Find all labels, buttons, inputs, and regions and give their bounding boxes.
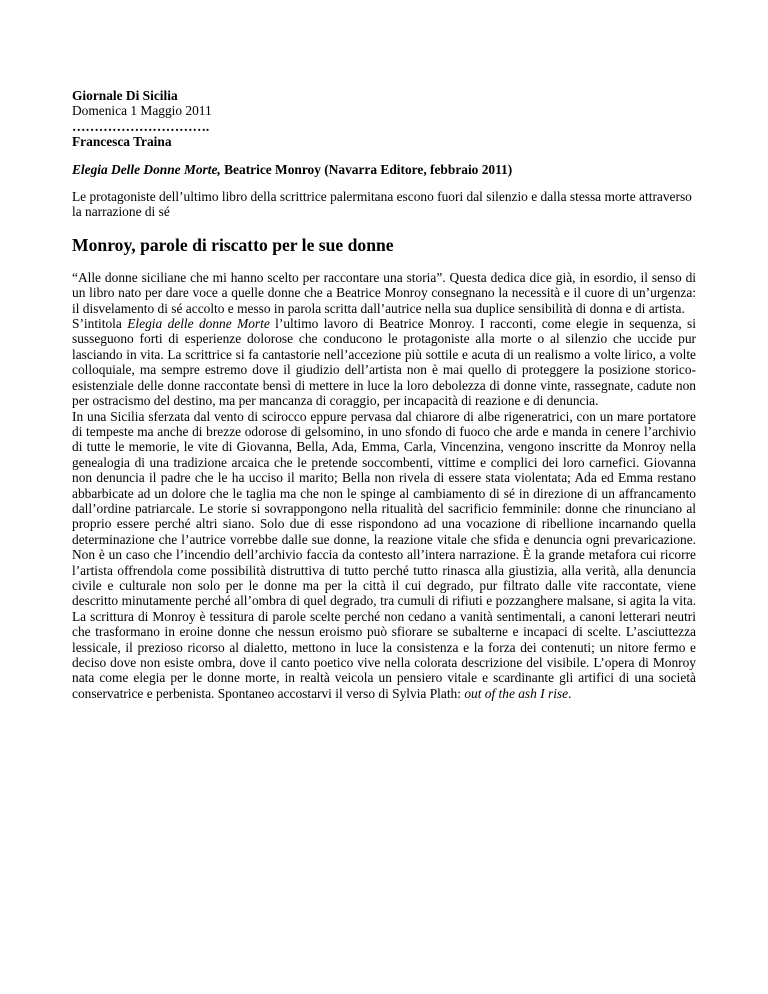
article-headline: Monroy, parole di riscatto per le sue donne (72, 234, 394, 255)
book-title: Elegia Delle Donne Morte, (72, 161, 221, 177)
article-page (72, 88, 696, 701)
publication-date: Domenica 1 Maggio 2011 (72, 103, 212, 119)
newspaper-name: Giornale Di Sicilia (72, 88, 178, 103)
article-lead: Le protagoniste dell’ultimo libro della scrittrice palermitana escono fuori dal silenzio e dalla stessa morte attraverso la narrazione di sé (72, 189, 692, 220)
paragraph-2 (72, 316, 696, 408)
paragraph-2-title: Elegia delle donne Morte (127, 316, 270, 332)
book-details: Beatrice Monroy (Navarra Editore, febbraio 2011) (220, 161, 513, 177)
article-author: Francesca Traina (72, 134, 172, 150)
paragraph-2-start: S’intitola (72, 316, 128, 332)
separator-dots: …………………………. (72, 118, 210, 134)
paragraph-2-rest: l’ultimo lavoro di Beatrice Monroy. I racconti, come elegie in sequenza, si susseguono forti di esperienze dolorose che conducono le protagoniste alla morte o al silenzio che uccide pur lasciando in vita. La scrittrice si fa cantastorie nell’accezione più sottile e acuta di un realismo a volte lirico, a volte colloquiale, ma sempre estremo dove il giudizio dell’artista non è mai quello di proteggere la posizione storico-esistenziale delle donne raccontate bensì di mettere in luce la loro debolezza di donne vinte, rassegnate, cadute non per ostracismo del destino, ma per mancanza di coraggio, per incapacità di reazione e di denuncia. (72, 316, 696, 409)
paragraph-1: “Alle donne siciliane che mi hanno scelto per raccontare una storia”. Questa dedica dice già, in esordio, il senso di un libro nato per dare voce a quelle donne che a Beatrice Monroy consegnano la necessità e il cuore di un’urgenza: il disvelamento di sé accolto e messo in parola scritta dall’autrice nella sua duplice sensibilità di donna e di artista. (72, 269, 696, 316)
paragraph-3-text: In una Sicilia sferzata dal vento di scirocco eppure pervasa dal chiarore di albe rigeneratrici, con un mare portatore di tempeste ma anche di brezze odorose di gelsomino, in uno sfondo di fuoco che arde e manda in cenere l’archivio di tutte le memorie, le vite di Giovanna, Bella, Ada, Emma, Carla, Vincenzina, vengono inscritte da Monroy nella genealogia di una tradizione arcaica che le pretende soccombenti, vittime e complici dei loro carnefici. Giovanna non denuncia il padre che le ha ucciso il marito; Bella non rivela di essere stata violentata; Ada ed Emma restano abbarbicate ad un dolore che le taglia ma che non le spinge al cambiamento di sé in direzione di un affrancamento dall’ordine patriarcale. Le storie si sovrappongono nella ritualità del sacrificio femminile: donne che rinunciano al proprio essere perché altri siano. Solo due di esse rispondono ad una vocazione di ribellione incarnando quella determinazione che l’autrice vorrebbe dalle sue donne, la reazione vitale che sfida e denuncia ogni prevaricazione. Non è un caso che l’incendio dell’archivio faccia da contesto all’intera narrazione. È la grande metafora cui ricorre l’artista offrendola come possibilità distruttiva di tutto perché tutto rinasca alla giustizia, alla verità, alla denuncia civile e culturale non solo per le donne ma per la città il cui degrado, pur filtrato dalle vite raccontate, viene descritto minutamente perché all’ombra di quel degrado, tra cumuli di rifiuti e pozzanghere malsane, si agita la vita. La scrittura di Monroy è tessitura di parole scelte perché non cedano a vanità sentimentali, a canoni letterari neutri che trasformano in eroine donne che nessun eroismo può sfiorare se subalterne e incapaci di scelte. L’asciuttezza lessicale, il prezioso ricorso al dialetto, mettono in luce la consistenza e la forza dei contenuti; un nitore fermo e deciso dove non esiste ombra, dove il canto poetico vive nella colorata descrizione del visibile. L’opera di Monroy nata come elegia per le donne morte, in realtà veicola un pensiero vitale e scardinante gli artifici di una società conservatrice e perbenista. Spontaneo accostarvi il verso di Sylvia Plath: (72, 408, 696, 701)
plath-quote: out of the ash I rise (464, 685, 569, 701)
paragraph-3 (72, 409, 696, 702)
book-reference (72, 162, 696, 177)
paragraph-3-end: . (568, 685, 572, 701)
